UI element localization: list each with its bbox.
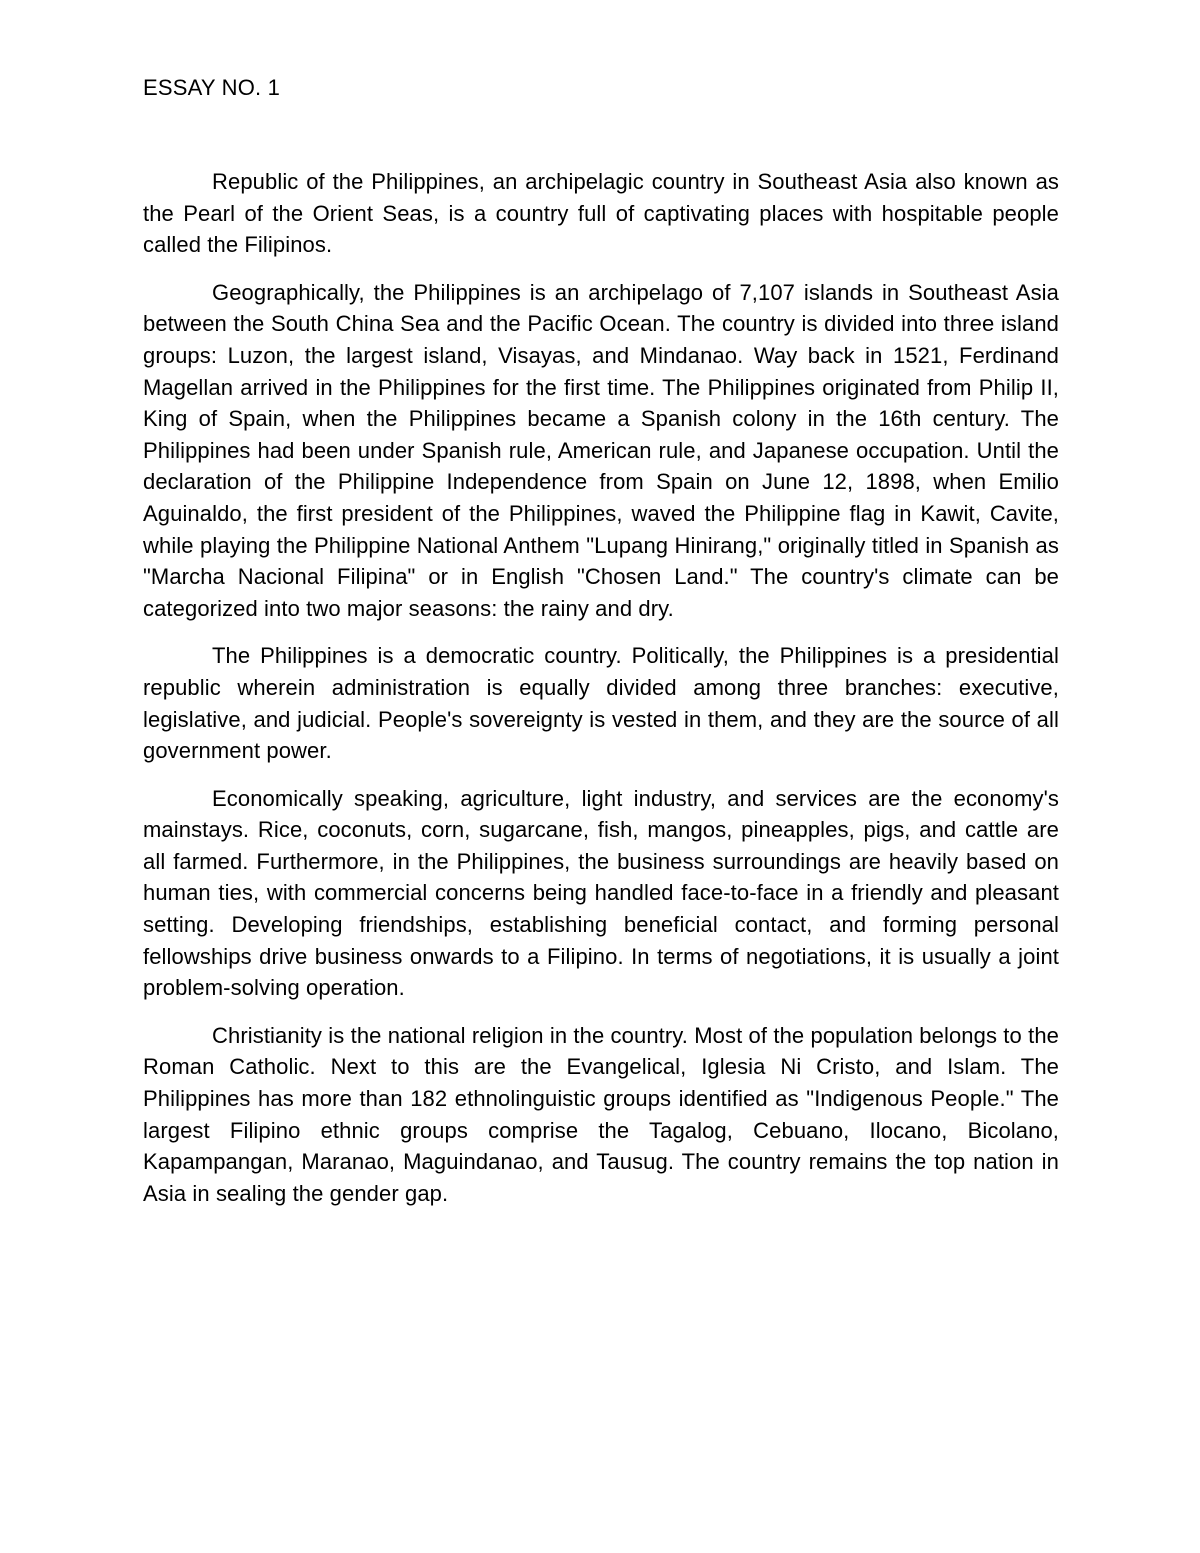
paragraph-intro: Republic of the Philippines, an archipelagic country in Southeast Asia also known as the Pearl of the Orient Seas, is a country full of captivating places with hospitable people called the Filipinos.	[143, 169, 1059, 258]
paragraph-religion-culture: Christianity is the national religion in the country. Most of the population belongs to the Roman Catholic. Next to this are the Evangelical, Iglesia Ni Cristo, and Islam. The Philippines has more than 182 ethnolinguistic groups identified as "Indigenous People." The largest Filipino ethnic groups comprise the Tagalog, Cebuano, Ilocano, Bicolano, Kapampangan, Maranao, Maguindanao, and Tausug. The country remains the top nation in Asia in sealing the gender gap.	[143, 1022, 1059, 1206]
essay-body	[143, 166, 1059, 1225]
paragraph-economy: Economically speaking, agriculture, light industry, and services are the economy's mainstays. Rice, coconuts, corn, sugarcane, fish, mangos, pineapples, pigs, and cattle are all farmed. Furthermore, in the Philippines, the business surroundings are heavily based on human ties, with commercial concerns being handled face-to-face in a friendly and pleasant setting. Developing friendships, establishing beneficial contact, and forming personal fellowships drive business onwards to a Filipino. In terms of negotiations, it is usually a joint problem-solving operation.	[143, 785, 1059, 1001]
paragraph-politics: The Philippines is a democratic country. Politically, the Philippines is a presidential republic wherein administration is equally divided among three branches: executive, legislative, and judicial. People's sovereignty is vested in them, and they are the source of all government power.	[143, 643, 1059, 764]
essay-title: ESSAY NO. 1	[143, 75, 281, 100]
paragraph-geography-history: Geographically, the Philippines is an archipelago of 7,107 islands in Southeast Asia between the South China Sea and the Pacific Ocean. The country is divided into three island groups: Luzon, the largest island, Visayas, and Mindanao. Way back in 1521, Ferdinand Magellan arrived in the Philippines for the first time. The Philippines originated from Philip II, King of Spain, when the Philippines became a Spanish colony in the 16th century. The Philippines had been under Spanish rule, American rule, and Japanese occupation. Until the declaration of the Philippine Independence from Spain on June 12, 1898, when Emilio Aguinaldo, the first president of the Philippines, waved the Philippine flag in Kawit, Cavite, while playing the Philippine National Anthem "Lupang Hinirang," originally titled in Spanish as "Marcha Nacional Filipina" or in English "Chosen Land." The country's climate can be categorized into two major seasons: the rainy and dry.	[143, 279, 1059, 621]
